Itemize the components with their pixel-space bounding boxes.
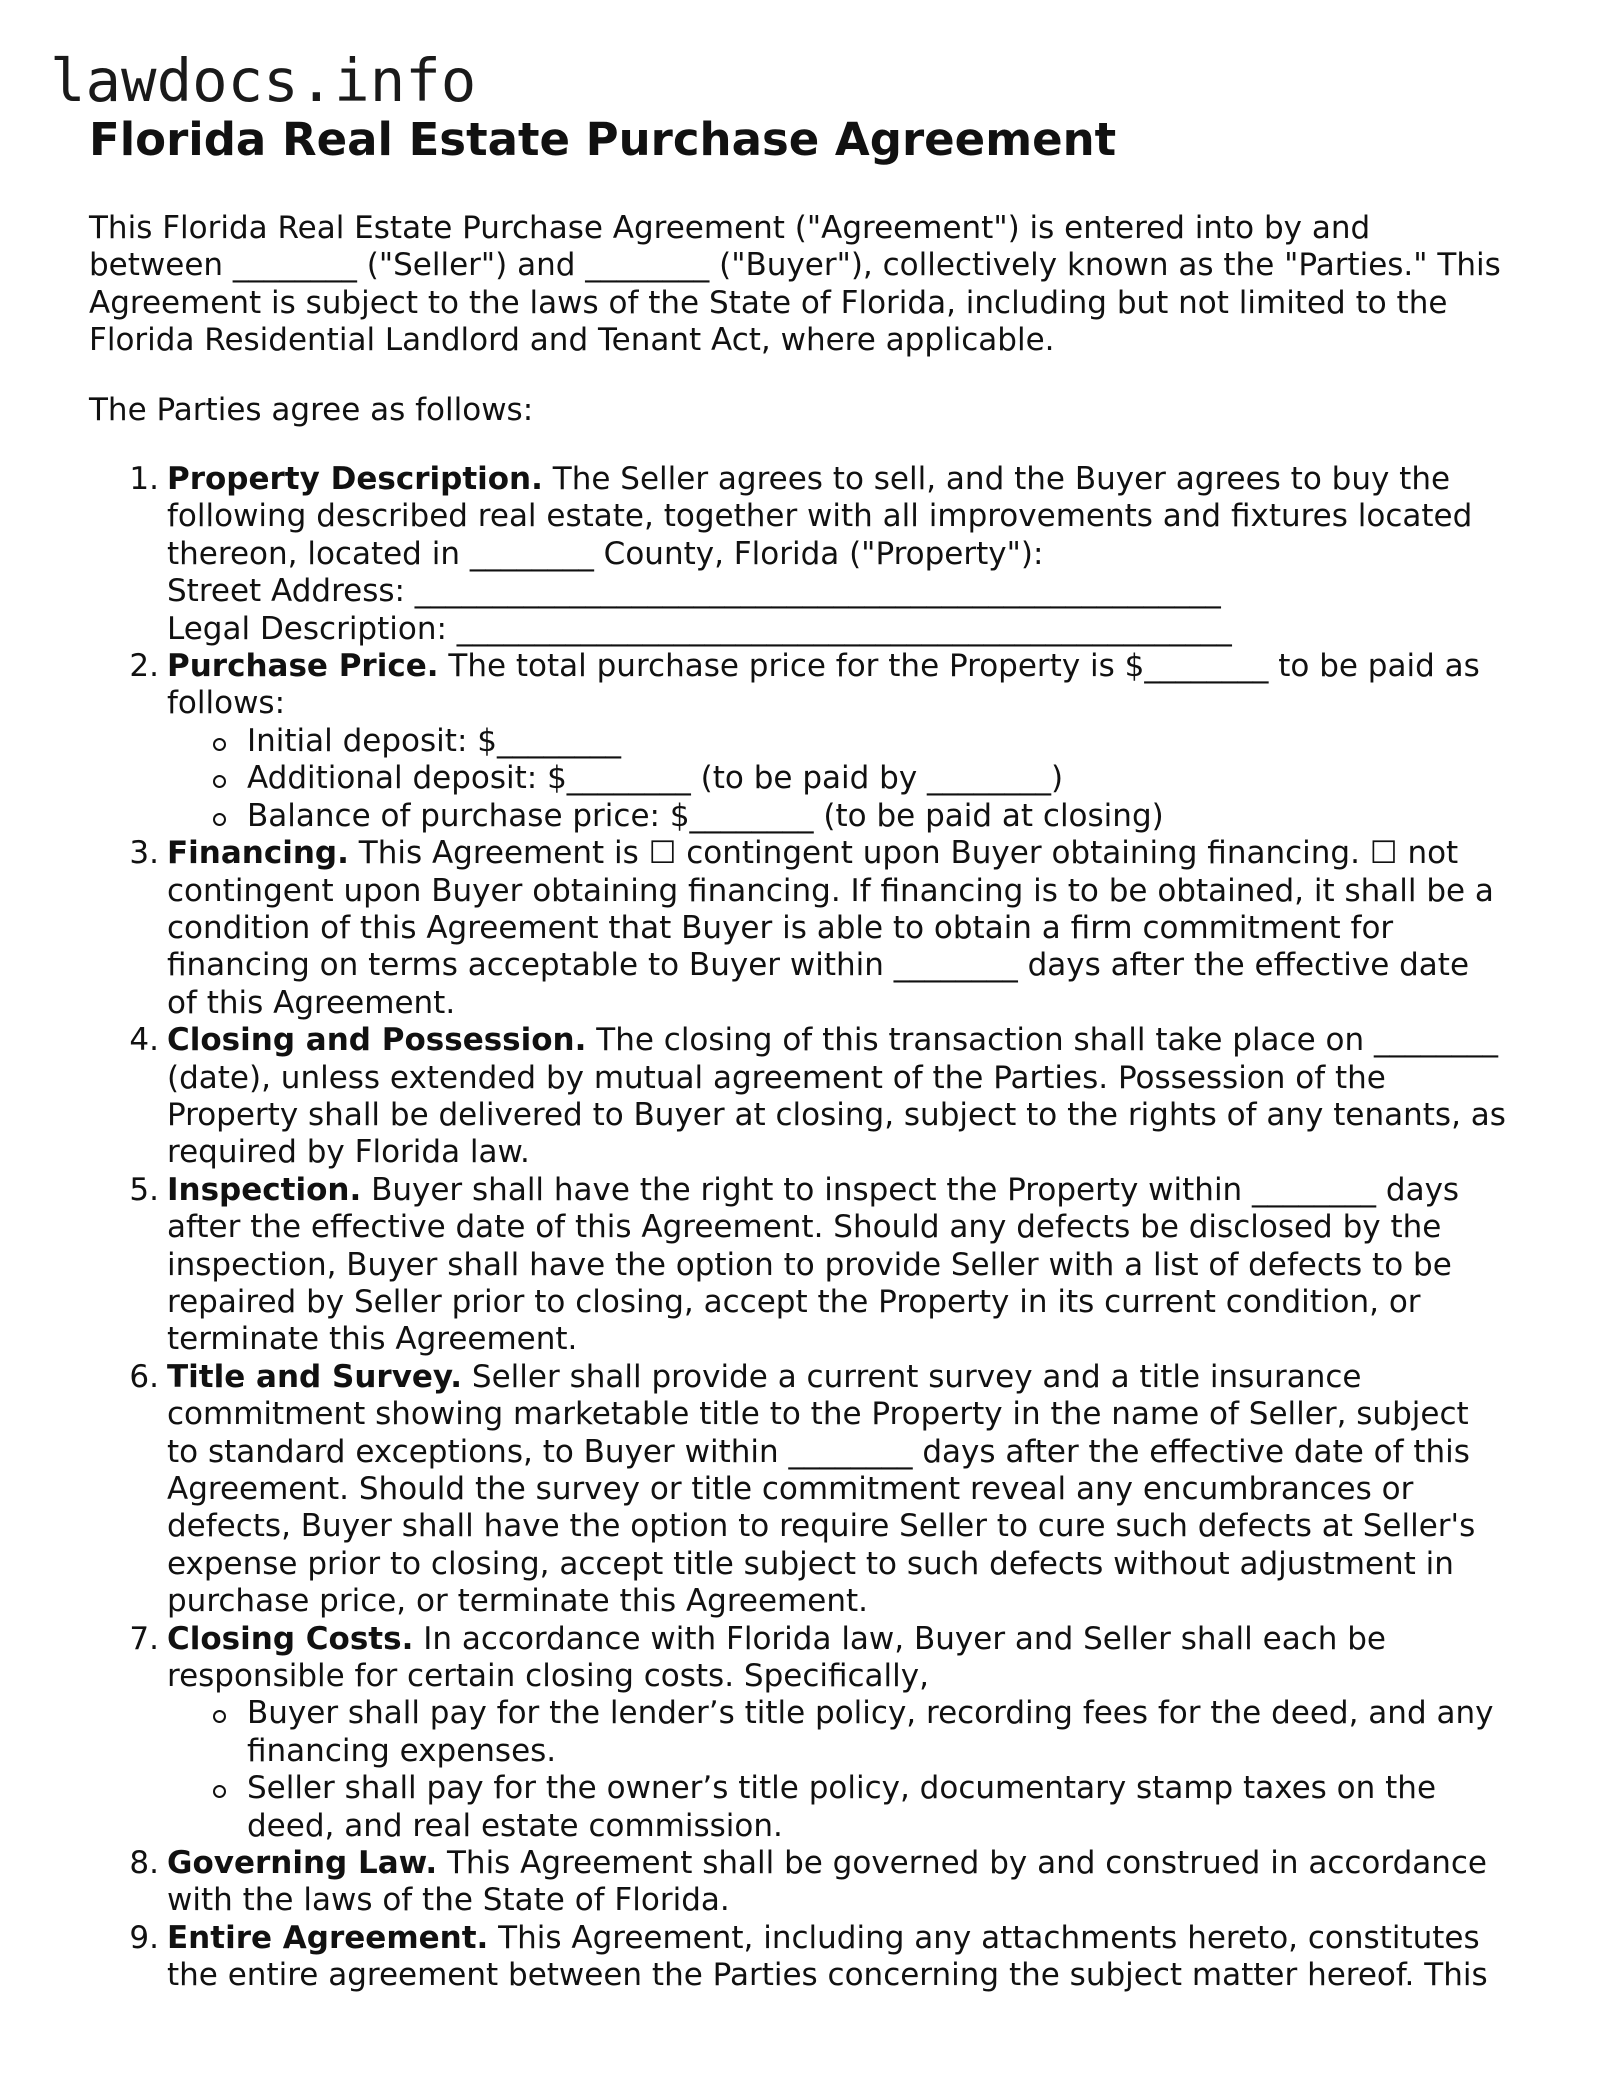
section-text: In accordance with Florida law, Buyer and Seller shall each be — [413, 1620, 1386, 1657]
section-text-line: thereon, located in ________ County, Florida ("Property"): — [167, 535, 1044, 572]
section-heading: Inspection. — [167, 1171, 362, 1208]
sub-item — [167, 723, 1549, 760]
section-text-line: purchase price, or terminate this Agreement. — [167, 1583, 868, 1620]
sub-item-list — [167, 1695, 1549, 1845]
sub-item-text: Initial deposit: $________ — [247, 722, 621, 759]
sections-list — [89, 461, 1549, 1995]
section-text: The total purchase price for the Property is $________ to be paid as — [438, 648, 1480, 685]
section-text-line: (date), unless extended by mutual agreement of the Parties. Possession of the — [167, 1059, 1386, 1096]
sub-item — [167, 760, 1549, 797]
section-text-line: Street Address: ____________________________________________________ — [167, 573, 1221, 610]
section-heading: Entire Agreement. — [167, 1919, 489, 1956]
sub-item — [167, 798, 1549, 835]
section-text-line: expense prior to closing, accept title subject to such defects without adjustment in — [167, 1545, 1454, 1582]
section-number: 8. — [129, 1845, 159, 1882]
section-text: This Agreement shall be governed by and construed in accordance — [437, 1845, 1488, 1882]
section-text-line: condition of this Agreement that Buyer is able to obtain a firm commitment for — [167, 909, 1394, 946]
section-property-description — [89, 461, 1549, 648]
section-text: The closing of this transaction shall take place on ________ — [586, 1022, 1498, 1059]
section-text-line: terminate this Agreement. — [167, 1321, 578, 1358]
section-entire-agreement — [89, 1920, 1549, 1995]
section-first-line — [167, 648, 1549, 685]
intro-line: Florida Residential Landlord and Tenant Act, where applicable. — [89, 322, 1055, 359]
section-number: 3. — [129, 835, 159, 872]
section-number: 9. — [129, 1919, 159, 1956]
section-text-line: the entire agreement between the Parties concerning the subject matter hereof. This — [167, 1957, 1488, 1994]
section-text-line: to standard exceptions, to Buyer within ________ days after the effective date of this — [167, 1433, 1470, 1470]
section-text-line: repaired by Seller prior to closing, accept the Property in its current condition, or — [167, 1283, 1421, 1320]
section-first-line — [167, 835, 1549, 872]
intro-line: between ________ ("Seller") and ________ ("Buyer"), collectively known as the "Parties." This — [89, 247, 1501, 284]
section-number: 7. — [129, 1620, 159, 1657]
section-financing — [89, 835, 1549, 1022]
section-heading: Property Description. — [167, 461, 543, 498]
section-number: 2. — [129, 648, 159, 685]
section-inspection — [89, 1172, 1549, 1359]
section-heading: Closing Costs. — [167, 1620, 414, 1657]
bullet-icon — [213, 1785, 226, 1798]
section-text-line: of this Agreement. — [167, 984, 456, 1021]
section-text: Buyer shall have the right to inspect the Property within ________ days — [361, 1171, 1460, 1208]
intro-paragraph — [89, 210, 1549, 360]
sub-item-text: Balance of purchase price: $________ (to be paid at closing) — [247, 797, 1164, 834]
section-text-line: follows: — [167, 685, 286, 722]
section-text: This Agreement is ☐ contingent upon Buyer obtaining financing. ☐ not — [348, 835, 1459, 872]
section-text-line: with the laws of the State of Florida. — [167, 1882, 730, 1919]
section-first-line — [167, 1022, 1549, 1059]
section-text-line: inspection, Buyer shall have the option to provide Seller with a list of defects to be — [167, 1246, 1452, 1283]
section-text-line: defects, Buyer shall have the option to require Seller to cure such defects at Seller's — [167, 1508, 1476, 1545]
sub-item-list — [167, 723, 1549, 835]
section-text: This Agreement, including any attachments hereto, constitutes — [488, 1919, 1480, 1956]
section-first-line — [167, 1172, 1549, 1209]
sub-item-text: Buyer shall pay for the lender’s title policy, recording fees for the deed, and any — [247, 1695, 1494, 1732]
sub-item — [167, 1770, 1549, 1845]
section-number: 5. — [129, 1171, 159, 1208]
site-logo: lawdocs.info — [50, 46, 477, 115]
section-first-line — [167, 1359, 1549, 1396]
document-body — [89, 108, 1549, 1995]
section-text-line: financing on terms acceptable to Buyer within ________ days after the effective date — [167, 947, 1470, 984]
section-heading: Purchase Price. — [167, 648, 439, 685]
section-heading: Title and Survey. — [167, 1358, 463, 1395]
section-heading: Closing and Possession. — [167, 1022, 587, 1059]
section-title-and-survey — [89, 1359, 1549, 1621]
sub-item-text: Additional deposit: $________ (to be paid by ________) — [247, 760, 1064, 797]
sub-item-text: Seller shall pay for the owner’s title policy, documentary stamp taxes on the — [247, 1770, 1437, 1807]
section-text-line: required by Florida law. — [167, 1134, 530, 1171]
section-purchase-price — [89, 648, 1549, 835]
section-number: 6. — [129, 1358, 159, 1395]
bullet-icon — [213, 775, 226, 788]
section-closing-and-possession — [89, 1022, 1549, 1172]
section-text-line: Property shall be delivered to Buyer at closing, subject to the rights of any tenants, as — [167, 1096, 1506, 1133]
section-first-line — [167, 1920, 1549, 1957]
section-text: Seller shall provide a current survey and a title insurance — [462, 1358, 1362, 1395]
section-number: 1. — [129, 461, 159, 498]
sub-item-text: deed, and real estate commission. — [247, 1807, 783, 1844]
section-text-line: Agreement. Should the survey or title commitment reveal any encumbrances or — [167, 1471, 1414, 1507]
section-text-line: after the effective date of this Agreement. Should any defects be disclosed by the — [167, 1209, 1442, 1246]
section-first-line — [167, 461, 1549, 498]
section-heading: Financing. — [167, 835, 349, 872]
section-text-line: responsible for certain closing costs. Specifically, — [167, 1658, 929, 1695]
section-governing-law — [89, 1845, 1549, 1920]
section-number: 4. — [129, 1022, 159, 1059]
section-text-line: following described real estate, together with all improvements and fixtures located — [167, 498, 1473, 535]
section-first-line — [167, 1621, 1549, 1658]
section-text-line: Legal Description: __________________________________________________ — [167, 610, 1232, 647]
bullet-icon — [213, 1710, 226, 1723]
bullet-icon — [213, 738, 226, 751]
intro-line: Agreement is subject to the laws of the State of Florida, including but not limited to the — [89, 284, 1448, 321]
document-title: Florida Real Estate Purchase Agreement — [89, 113, 1117, 166]
sub-item — [167, 1695, 1549, 1770]
intro-line: This Florida Real Estate Purchase Agreement ("Agreement") is entered into by and — [89, 210, 1371, 246]
section-closing-costs — [89, 1621, 1549, 1845]
section-text-line: commitment showing marketable title to the Property in the name of Seller, subject — [167, 1396, 1469, 1433]
section-text: The Seller agrees to sell, and the Buyer agrees to buy the — [542, 461, 1451, 498]
agree-paragraph: The Parties agree as follows: — [89, 391, 534, 428]
sub-item-text: financing expenses. — [247, 1732, 557, 1769]
section-heading: Governing Law. — [167, 1845, 438, 1882]
bullet-icon — [213, 813, 226, 826]
section-text-line: contingent upon Buyer obtaining financing. If financing is to be obtained, it shall be a — [167, 872, 1494, 909]
section-first-line — [167, 1845, 1549, 1882]
